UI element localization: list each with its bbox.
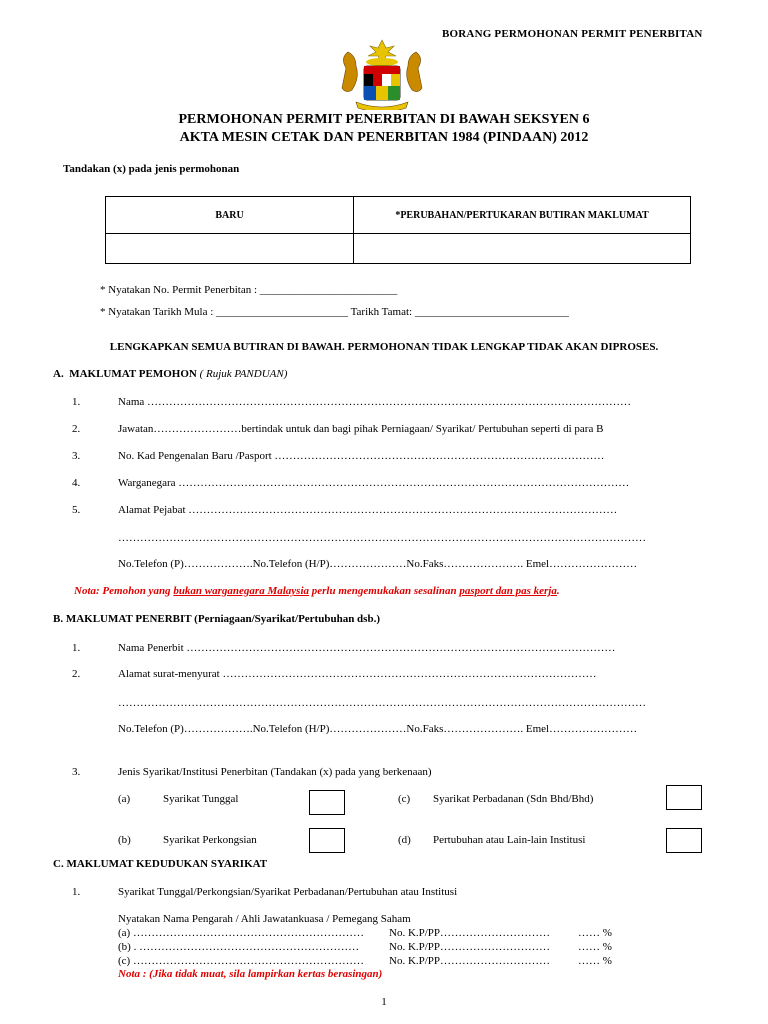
section-a-letter: A. xyxy=(53,368,64,380)
option-key: (b) xyxy=(118,834,131,846)
checkbox-syarikat-perkongsian[interactable] xyxy=(309,828,345,853)
header-perubahan: *PERUBAHAN/PERTUKARAN BUTIRAN MAKLUMAT xyxy=(354,197,691,234)
permit-dates-field[interactable]: * Nyatakan Tarikh Mula : ________________________ Tarikh Tamat: ____________________________ xyxy=(100,306,569,318)
checkbox-syarikat-perbadanan[interactable] xyxy=(666,785,702,810)
option-syarikat-perbadanan: Syarikat Perbadanan (Sdn Bhd/Bhd) xyxy=(433,793,594,805)
section-c-note: Nota : (Jika tidak muat, sila lampirkan kertas berasingan) xyxy=(118,968,383,980)
item-number: 3. xyxy=(72,766,81,778)
directors-instruction: Nyatakan Nama Pengarah / Ahli Jawatankuasa / Pemegang Saham xyxy=(118,913,411,925)
field-alamat-line-2[interactable]: ……………………………………………………………………………………………………………………………… xyxy=(118,532,646,544)
coat-of-arms-icon xyxy=(330,38,434,110)
company-structure-label: Syarikat Tunggal/Perkongsian/Syarikat Perbadanan/Pertubuhan atau Institusi xyxy=(118,886,458,898)
option-syarikat-perkongsian: Syarikat Perkongsian xyxy=(163,834,257,846)
field-nama[interactable]: Nama …………………………………………………………………………………………………………………… xyxy=(118,396,632,408)
director-share-c[interactable]: …… % xyxy=(578,955,612,967)
director-ic-b[interactable]: No. K.P/PP………………………… xyxy=(389,941,551,953)
field-jawatan[interactable]: Jawatan……………………bertindak untuk dan bagi pihak Perniagaan/ Syarikat/ Pertubuhan seperti di para B xyxy=(118,423,604,435)
director-share-b[interactable]: …… % xyxy=(578,941,612,953)
document-title-line-1: PERMOHONAN PERMIT PENERBITAN DI BAWAH SEKSYEN 6 xyxy=(178,112,590,127)
item-number: 1. xyxy=(72,396,81,408)
item-number: 1. xyxy=(72,886,81,898)
field-alamat-pejabat[interactable]: Alamat Pejabat ……………………………………………………………………………………………………… xyxy=(118,504,618,516)
item-number: 5. xyxy=(72,504,81,516)
section-c-heading: C. MAKLUMAT KEDUDUKAN SYARIKAT xyxy=(53,858,268,870)
item-number: 2. xyxy=(72,668,81,680)
field-contact-numbers[interactable]: No.Telefon (P)……………….No.Telefon (H/P)…………………No.Faks…………………. Emel…………………… xyxy=(118,558,638,570)
permit-number-field[interactable]: * Nyatakan No. Permit Penerbitan : _________________________ xyxy=(100,284,398,296)
option-key: (c) xyxy=(398,793,411,805)
section-a-heading xyxy=(53,368,287,380)
section-a-ref: ( Rujuk PANDUAN) xyxy=(199,368,288,380)
director-ic-a[interactable]: No. K.P/PP………………………… xyxy=(389,927,551,939)
director-row-a[interactable]: (a) ……………………………………………………… xyxy=(118,927,364,939)
form-title: BORANG PERMOHONAN PERMIT PENERBITAN xyxy=(442,28,703,40)
item-number: 4. xyxy=(72,477,81,489)
page-number: 1 xyxy=(381,996,387,1008)
checkbox-perubahan[interactable] xyxy=(354,234,691,264)
item-number: 1. xyxy=(72,642,81,654)
checkbox-syarikat-tunggal[interactable] xyxy=(309,790,345,815)
item-number: 2. xyxy=(72,423,81,435)
field-alamat-surat[interactable]: Alamat surat-menyurat ………………………………………………………………………………………… xyxy=(118,668,597,680)
director-ic-c[interactable]: No. K.P/PP………………………… xyxy=(389,955,551,967)
director-row-b[interactable]: (b) . …………………………………………………… xyxy=(118,941,360,953)
section-a-title: MAKLUMAT PEMOHON xyxy=(69,368,197,380)
section-a-note: Nota: Pemohon yang bukan warganegara Malaysia perlu mengemukakan sesalinan pasport dan pas kerja. xyxy=(74,585,560,597)
item-number: 3. xyxy=(72,450,81,462)
field-nama-penerbit[interactable]: Nama Penerbit ……………………………………………………………………………………………………… xyxy=(118,642,616,654)
option-syarikat-tunggal: Syarikat Tunggal xyxy=(163,793,239,805)
field-contact-numbers-b[interactable]: No.Telefon (P)……………….No.Telefon (H/P)…………………No.Faks…………………. Emel…………………… xyxy=(118,723,638,735)
option-key: (d) xyxy=(398,834,411,846)
company-type-question: Jenis Syarikat/Institusi Penerbitan (Tandakan (x) pada yang berkenaan) xyxy=(118,766,432,778)
application-type-table xyxy=(105,196,691,264)
director-row-c[interactable]: (c) ……………………………………………………… xyxy=(118,955,364,967)
document-title-line-2: AKTA MESIN CETAK DAN PENERBITAN 1984 (PINDAAN) 2012 xyxy=(179,130,589,145)
director-share-a[interactable]: …… % xyxy=(578,927,612,939)
checkbox-pertubuhan[interactable] xyxy=(666,828,702,853)
header-baru: BARU xyxy=(106,197,354,234)
option-key: (a) xyxy=(118,793,131,805)
field-warganegara[interactable]: Warganegara …………………………………………………………………………………………………………… xyxy=(118,477,630,489)
checkbox-baru[interactable] xyxy=(106,234,354,264)
field-ic-passport[interactable]: No. Kad Pengenalan Baru /Pasport ……………………………………………………………………………… xyxy=(118,450,605,462)
option-pertubuhan: Pertubuhan atau Lain-lain Institusi xyxy=(433,834,586,846)
section-b-heading: B. MAKLUMAT PENERBIT (Perniagaan/Syarikat/Pertubuhan dsb.) xyxy=(53,613,380,625)
required-notice: LENGKAPKAN SEMUA BUTIRAN DI BAWAH. PERMOHONAN TIDAK LENGKAP TIDAK AKAN DIPROSES. xyxy=(109,341,659,353)
application-type-instruction: Tandakan (x) pada jenis permohonan xyxy=(63,163,240,175)
field-alamat-surat-line-2[interactable]: ……………………………………………………………………………………………………………………………… xyxy=(118,697,646,709)
